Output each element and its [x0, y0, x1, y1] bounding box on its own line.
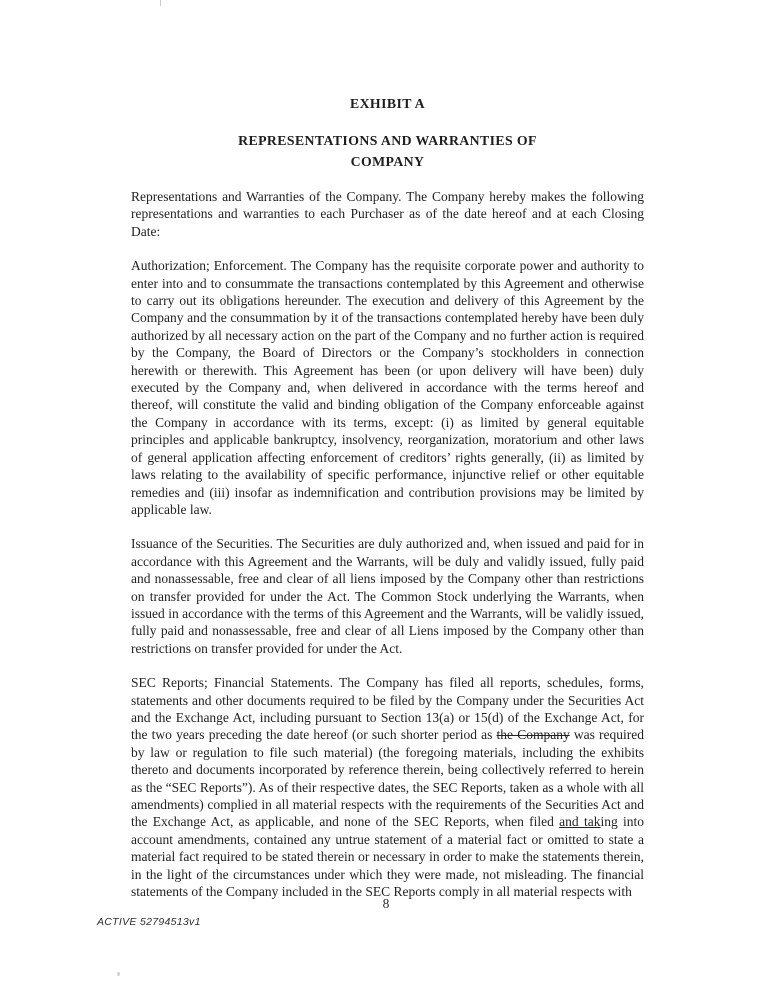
page-number: 8 — [382, 896, 390, 911]
underlined-text: and tak — [559, 814, 601, 830]
sec-reports-text-1: SEC Reports; Financial Statements. The Company has filed all reports, schedules, forms, statements and other documents required to be filed by the Company under the Securities Act and the Exchange Act, including pursuant to Section 13(a) or 15(d) of the Exchange Act, for the two years preceding the date hereof (or such shorter period as — [131, 675, 644, 743]
issuance-of-securities-paragraph: Issuance of the Securities. The Securities are duly authorized and, when issued and paid for in accordance with this Agreement and the Warrants, will be duly and validly issued, fully paid and nonassessable, free and clear of all liens imposed by the Company other than restrictions on transfer provided for under the Act. The Common Stock underlying the Warrants, when issued in accordance with the terms of this Agreement and the Warrants, will be validly issued, fully paid and nonassessable, free and clear of all Liens imposed by the Company other than restrictions on transfer provided for under the Act. — [131, 536, 644, 656]
sec-reports-text-3: ing into account amendments, contained any untrue statement of a material fact or omitted to state a material fact required to be stated therein or necessary in order to make the statements therein, in the light of the circumstances under which they were made, not misleading. The financial statements of the Company included in the SEC Reports comply in all material respects with — [131, 814, 644, 900]
strikethrough-text: the Company — [496, 727, 570, 743]
document-heading — [131, 130, 644, 172]
intro-paragraph: Representations and Warranties of the Company. The Company hereby makes the following representations and warranties to each Purchaser as of the date hereof and at each Closing Date: — [131, 189, 644, 239]
scan-speck-icon — [117, 972, 120, 976]
text-column — [131, 0, 644, 900]
heading-line-1: REPRESENTATIONS AND WARRANTIES OF — [238, 133, 537, 148]
exhibit-title: EXHIBIT A — [349, 96, 426, 111]
heading-line-2: COMPANY — [350, 154, 425, 169]
sec-reports-paragraph — [131, 674, 644, 900]
authorization-enforcement-paragraph: Authorization; Enforcement. The Company has the requisite corporate power and authority to enter into and to consummate the transactions contemplated by this Agreement and otherwise to carry out its obligations hereunder. The execution and delivery of this Agreement by the Company and the consummation by it of the transactions contemplated hereby have been duly authorized by all necessary action on the part of the Company and no further action is required by the Company, the Board of Directors or the Company’s stockholders in connection herewith or therewith. This Agreement has been (or upon delivery will have been) duly executed by the Company and, when delivered in accordance with the terms hereof and thereof, will constitute the valid and binding obligation of the Company enforceable against the Company in accordance with its terms, except: (i) as limited by general equitable principles and applicable bankruptcy, insolvency, reorganization, moratorium and other laws of general application affecting enforcement of creditors’ rights generally, (ii) as limited by laws relating to the availability of specific performance, injunctive relief or other equitable remedies and (iii) insofar as indemnification and contribution provisions may be limited by applicable law. — [131, 258, 644, 517]
sec-reports-text-2: was required by law or regulation to file such material) (the foregoing materials, including the exhibits thereto and documents incorporated by reference therein, being collectively referred to herein as the “SEC Reports”). As of their respective dates, the SEC Reports, taken as a whole with all amendments) complied in all material respects with the requirements of the Securities Act and the Exchange Act, as applicable, and none of the SEC Reports, when filed — [131, 727, 644, 830]
document-id-footer: ACTIVE 52794513v1 — [97, 916, 201, 928]
